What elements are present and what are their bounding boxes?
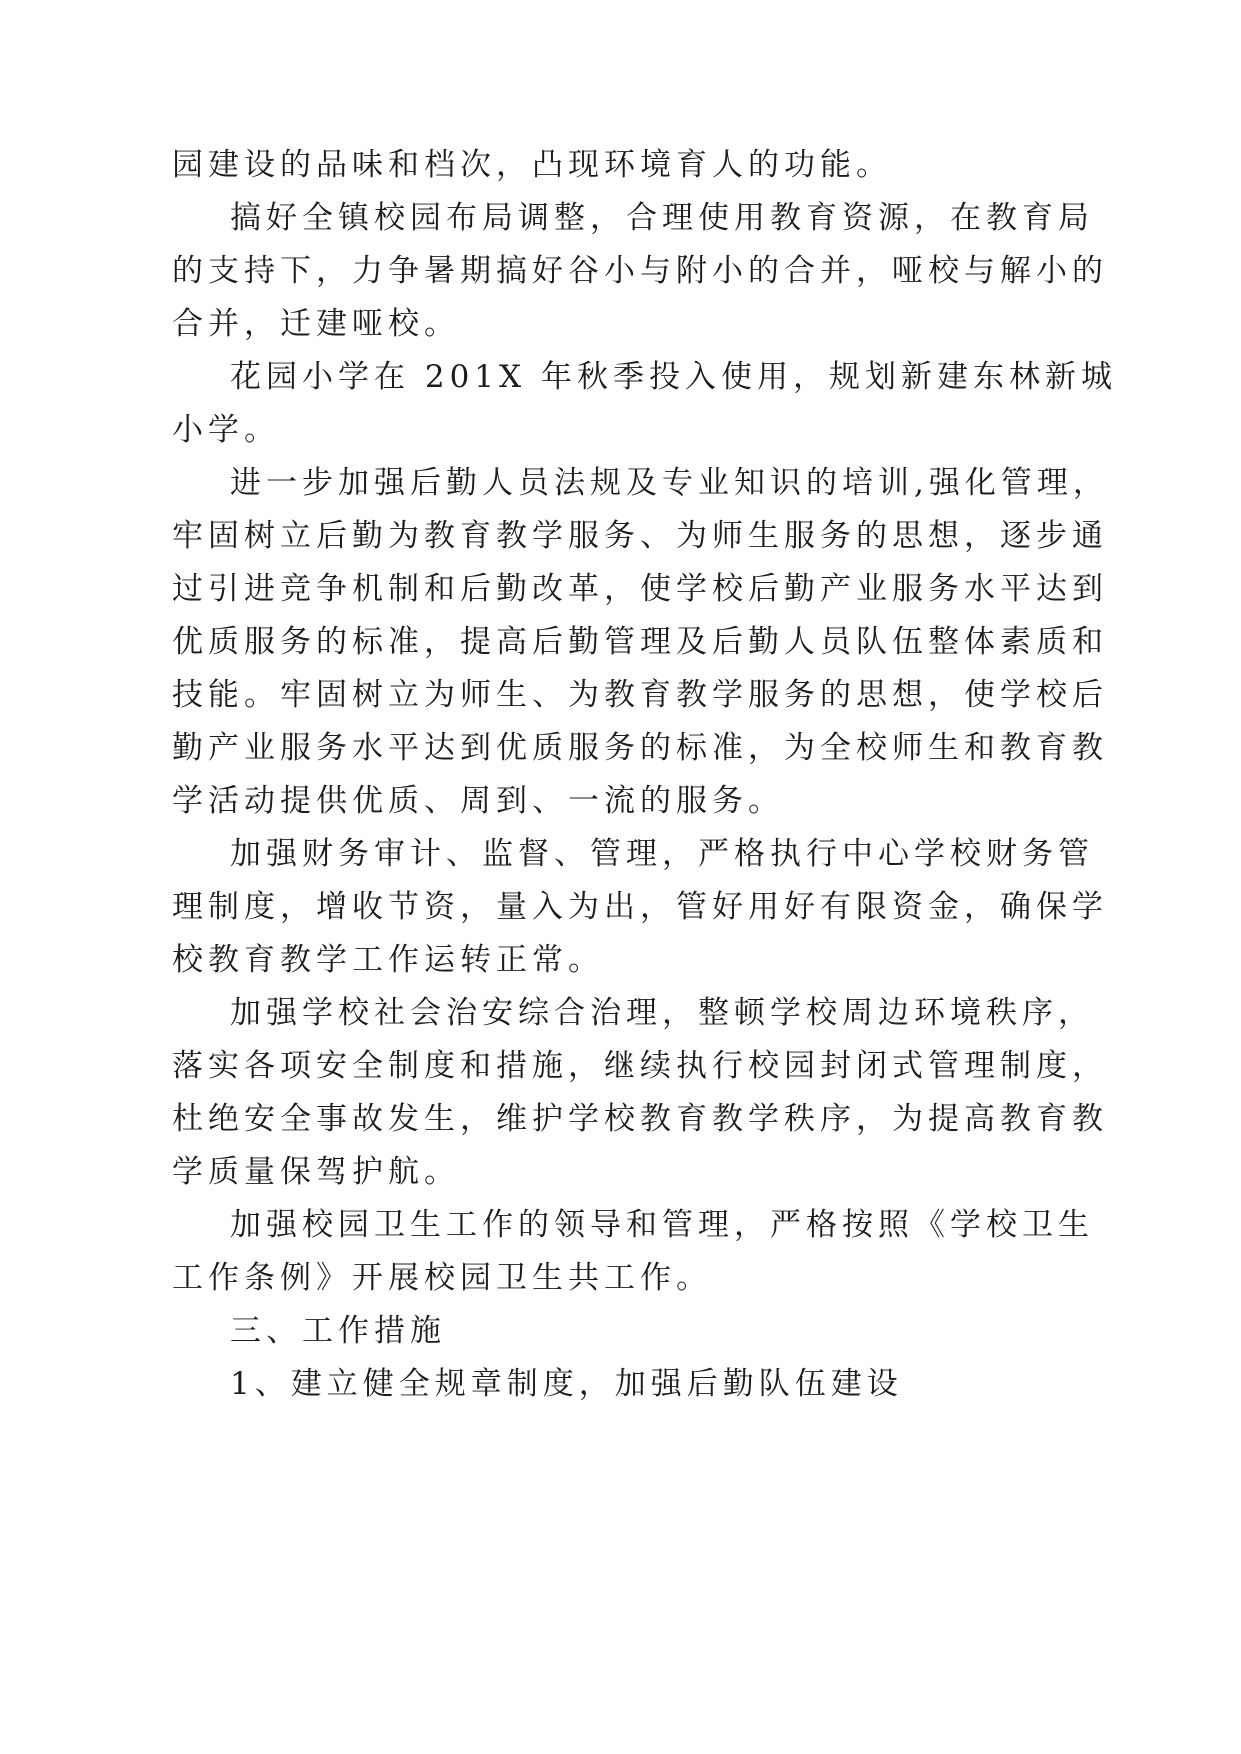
text-line: 落实各项安全制度和措施，继续执行校园封闭式管理制度， <box>172 1048 1108 1084</box>
subsection-heading: 1、建立健全规章制度，加强后勤队伍建设 <box>230 1366 903 1402</box>
text-line: 校教育教学工作运转正常。 <box>172 942 604 978</box>
text-line: 加强财务审计、监督、管理，严格执行中心学校财务管 <box>230 836 1094 872</box>
text-line: 搞好全镇校园布局调整，合理使用教育资源，在教育局 <box>230 200 1094 236</box>
text-line: 技能。牢固树立为师生、为教育教学服务的思想，使学校后 <box>172 677 1108 713</box>
text-line: 牢固树立后勤为教育教学服务、为师生服务的思想，逐步通 <box>172 518 1108 554</box>
text-line: 进一步加强后勤人员法规及专业知识的培训,强化管理， <box>230 465 1109 501</box>
text-line: 工作条例》开展校园卫生共工作。 <box>172 1260 712 1296</box>
text-line: 学质量保驾护航。 <box>172 1154 460 1190</box>
text-line: 过引进竞争机制和后勤改革，使学校后勤产业服务水平达到 <box>172 571 1108 607</box>
text-line: 学活动提供优质、周到、一流的服务。 <box>172 783 784 819</box>
text-line: 理制度，增收节资，量入为出，管好用好有限资金，确保学 <box>172 889 1108 925</box>
text-line: 勤产业服务水平达到优质服务的标准，为全校师生和教育教 <box>172 730 1108 766</box>
text-line: 小学。 <box>172 412 280 448</box>
text-line: 优质服务的标准，提高后勤管理及后勤人员队伍整体素质和 <box>172 624 1108 660</box>
text-line: 加强校园卫生工作的领导和管理，严格按照《学校卫生 <box>230 1207 1094 1243</box>
text-line: 花园小学在 201X 年秋季投入使用，规划新建东林新城 <box>230 359 1117 395</box>
text-line: 杜绝安全事故发生，维护学校教育教学秩序，为提高教育教 <box>172 1101 1108 1137</box>
section-heading: 三、工作措施 <box>230 1313 446 1349</box>
text-line: 加强学校社会治安综合治理，整顿学校周边环境秩序， <box>230 995 1094 1031</box>
text-line: 合并，迁建哑校。 <box>172 306 460 342</box>
text-line: 的支持下，力争暑期搞好谷小与附小的合并，哑校与解小的 <box>172 253 1108 289</box>
text-line: 园建设的品味和档次，凸现环境育人的功能。 <box>172 147 892 183</box>
